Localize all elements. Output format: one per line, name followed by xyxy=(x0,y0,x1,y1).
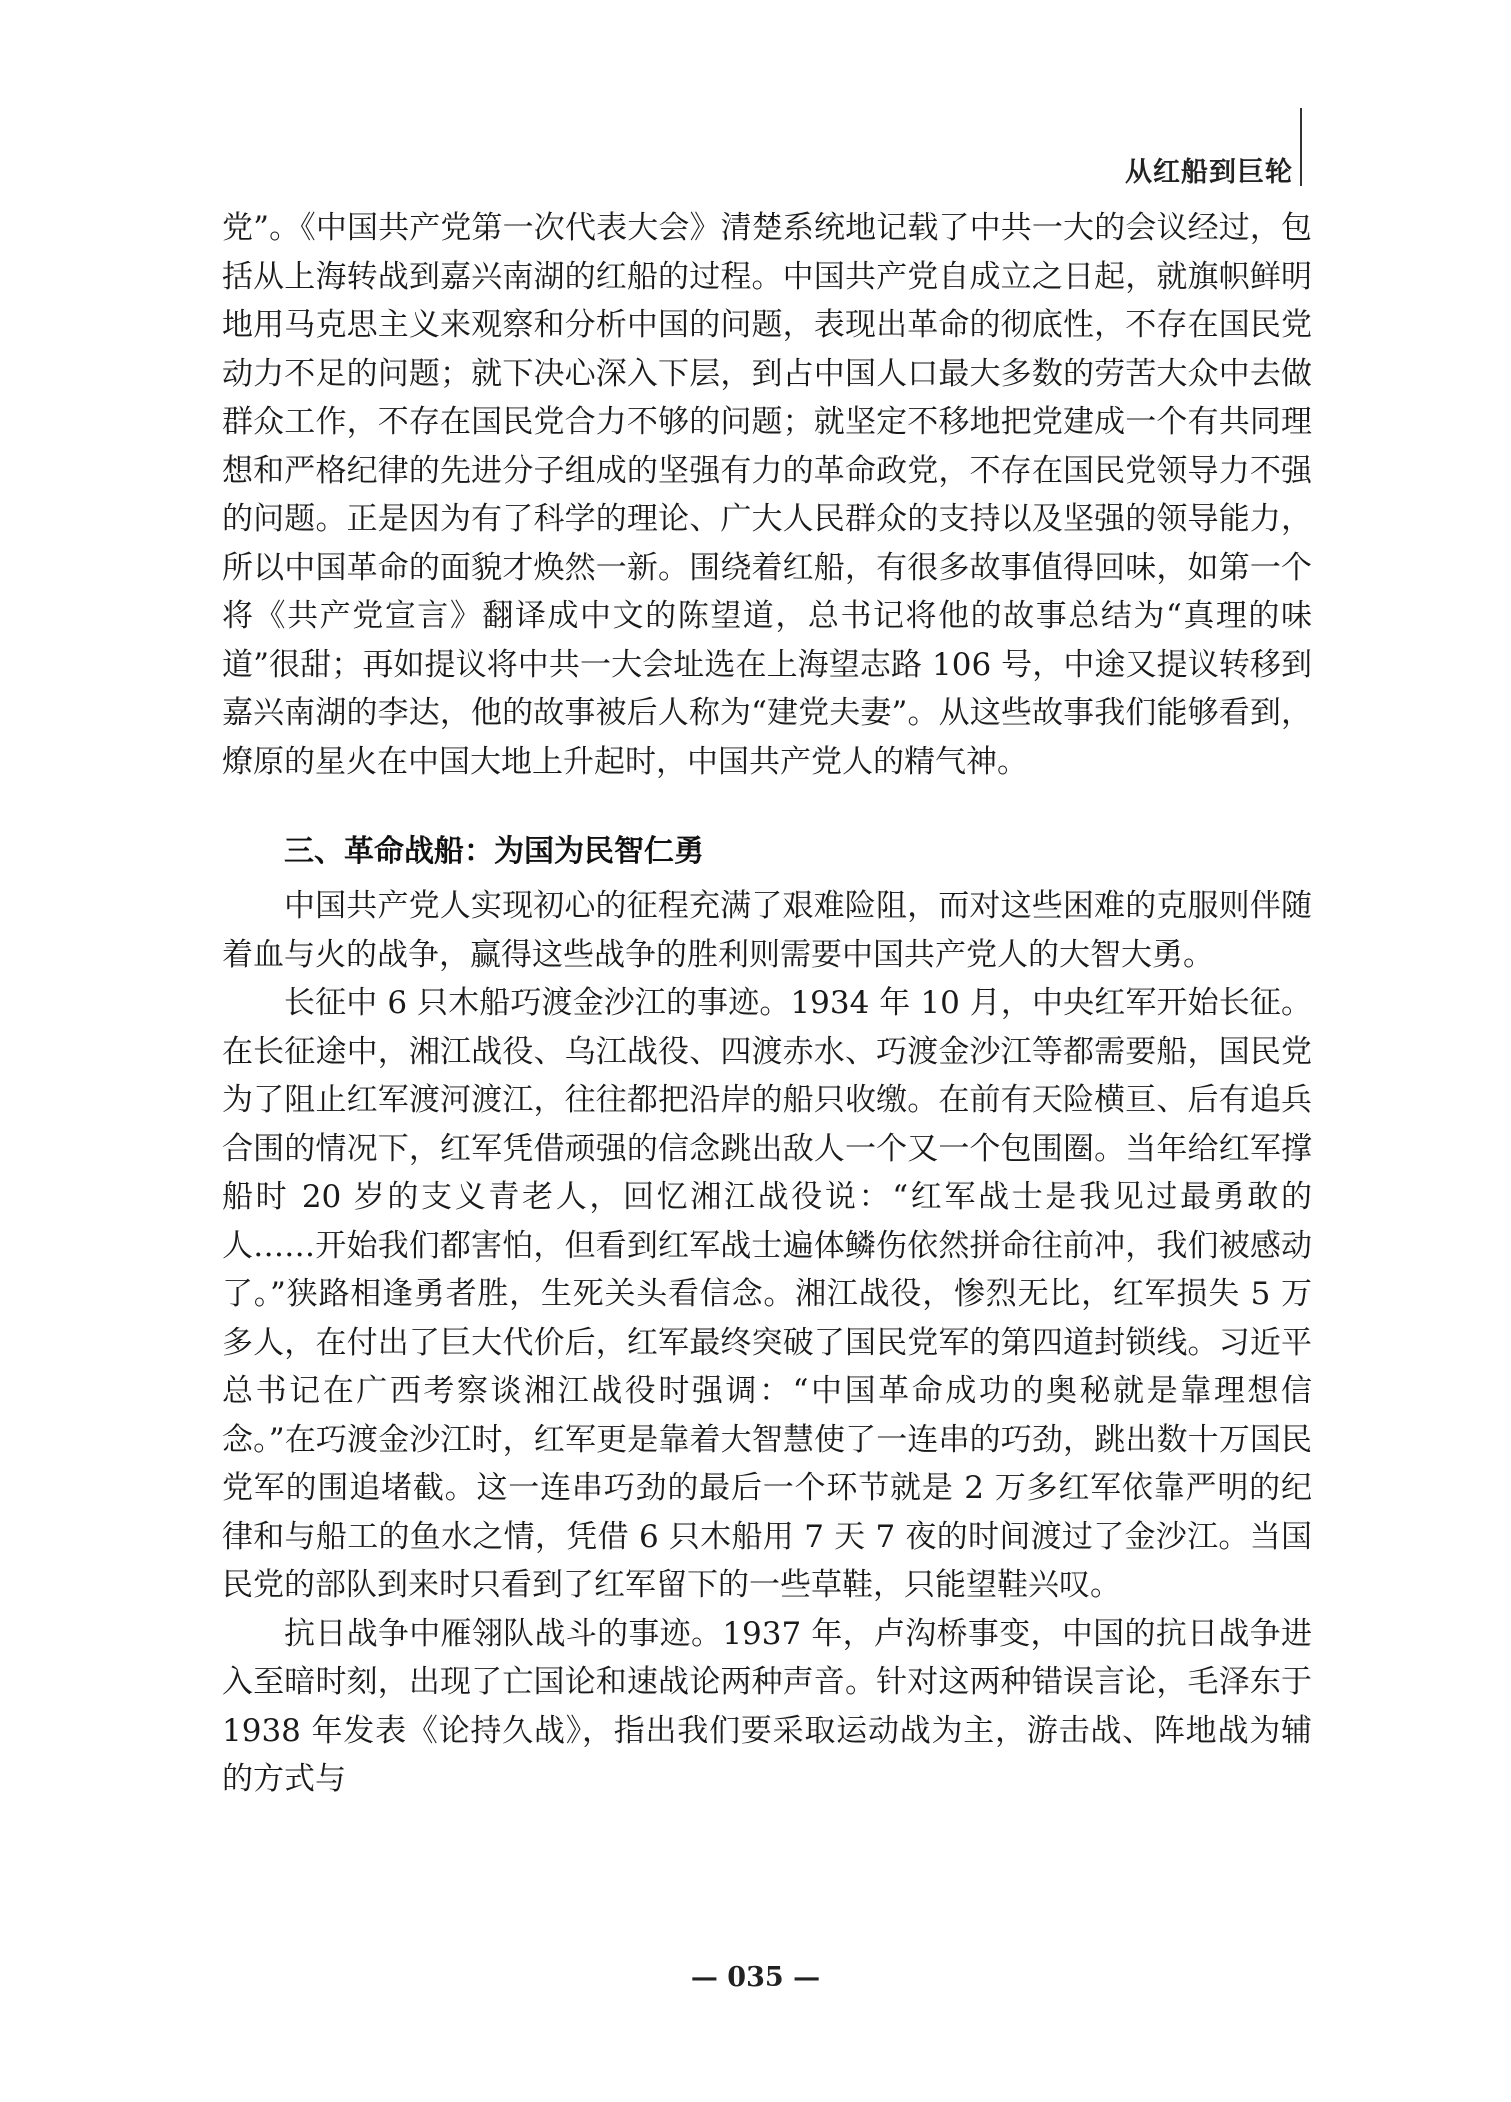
running-header-title: 从红船到巨轮 xyxy=(1125,157,1293,188)
header-divider-line xyxy=(1300,108,1302,186)
page-number: — 035 — xyxy=(690,1962,821,1993)
paragraph-long-march: 长征中 6 只木船巧渡金沙江的事迹。1934 年 10 月，中央红军开始长征。在长征途中，湘江战役、乌江战役、四渡赤水、巧渡金沙江等都需要船，国民党为了阻止红军渡河渡江，往往都把沿岸的船只收缴。在前有天险横亘、后有追兵合围的情况下，红军凭借顽强的信念跳出敌人一个又一个包围圈。当年给红军撑船时 20 岁的支义青老人，回忆湘江战役说：“红军战士是我见过最勇敢的人……开始我们都害怕，但看到红军战士遍体鳞伤依然拼命往前冲，我们被感动了。”狭路相逢勇者胜，生死关头看信念。湘江战役，惨烈无比，红军损失 5 万多人，在付出了巨大代价后，红军最终突破了国民党军的第四道封锁线。习近平总书记在广西考察谈湘江战役时强调：“中国革命成功的奥秘就是靠理想信念。”在巧渡金沙江时，红军更是靠着大智慧使了一连串的巧劲，跳出数十万国民党军的围追堵截。这一连串巧劲的最后一个环节就是 2 万多红军依靠严明的纪律和与船工的鱼水之情，凭借 6 只木船用 7 天 7 夜的时间渡过了金沙江。当国民党的部队到来时只看到了红军留下的一些草鞋，只能望鞋兴叹。 xyxy=(222,985,1312,1603)
section-heading: 三、革命战船：为国为民智仁勇 xyxy=(284,834,704,869)
page-body xyxy=(222,204,1312,1804)
paragraph-intro: 中国共产党人实现初心的征程充满了艰难险阻，而对这些困难的克服则伴随着血与火的战争，赢得这些战争的胜利则需要中国共产党人的大智大勇。 xyxy=(222,888,1312,973)
paragraph-continuation: 党”。《中国共产党第一次代表大会》清楚系统地记载了中共一大的会议经过，包括从上海转战到嘉兴南湖的红船的过程。中国共产党自成立之日起，就旗帜鲜明地用马克思主义来观察和分析中国的问题，表现出革命的彻底性，不存在国民党动力不足的问题；就下决心深入下层，到占中国人口最大多数的劳苦大众中去做群众工作，不存在国民党合力不够的问题；就坚定不移地把党建成一个有共同理想和严格纪律的先进分子组成的坚强有力的革命政党，不存在国民党领导力不强的问题。正是因为有了科学的理论、广大人民群众的支持以及坚强的领导能力，所以中国革命的面貌才焕然一新。围绕着红船，有很多故事值得回味，如第一个将《共产党宣言》翻译成中文的陈望道，总书记将他的故事总结为“真理的味道”很甜；再如提议将中共一大会址选在上海望志路 106 号，中途又提议转移到嘉兴南湖的李达，他的故事被后人称为“建党夫妻”。从这些故事我们能够看到，燎原的星火在中国大地上升起时，中国共产党人的精气神。 xyxy=(222,210,1312,780)
paragraph-wild-geese: 抗日战争中雁翎队战斗的事迹。1937 年，卢沟桥事变，中国的抗日战争进入至暗时刻，出现了亡国论和速战论两种声音。针对这两种错误言论，毛泽东于 1938 年发表《论持久战》，指出我们要采取运动战为主，游击战、阵地战为辅的方式与 xyxy=(222,1615,1312,1797)
